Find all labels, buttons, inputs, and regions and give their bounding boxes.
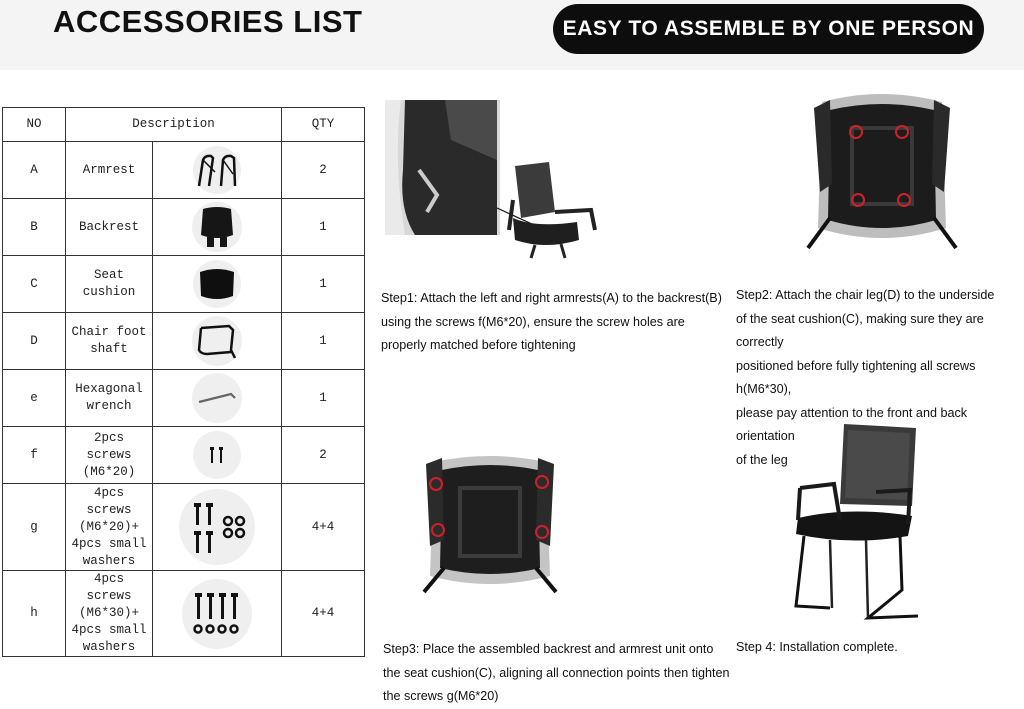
desc-line: Chair foot bbox=[71, 325, 147, 339]
step2-line: of the leg bbox=[736, 452, 788, 467]
screws-icon bbox=[193, 431, 241, 479]
table-row bbox=[3, 256, 365, 313]
table-row bbox=[3, 313, 365, 370]
step2-line: of the seat cushion(C), making sure they are correctly bbox=[736, 311, 984, 349]
desc-line: Backrest bbox=[78, 219, 139, 234]
row-qty: 1 bbox=[282, 370, 365, 427]
desc-line: 4pcs small bbox=[71, 623, 147, 637]
step2-line: please pay attention to the front and back orientation bbox=[736, 405, 968, 443]
row-no: g bbox=[3, 484, 66, 571]
table-row bbox=[3, 484, 365, 571]
row-qty: 4+4 bbox=[282, 484, 365, 571]
header-no: NO bbox=[3, 108, 66, 142]
desc-line: Armrest bbox=[82, 162, 136, 177]
desc-line: 4pcs screws bbox=[86, 572, 132, 603]
row-description bbox=[66, 199, 153, 256]
desc-line: washers bbox=[82, 640, 136, 654]
desc-line: shaft bbox=[90, 342, 128, 356]
table-row bbox=[3, 199, 365, 256]
step1-line: Step1: Attach the left and right armrests(A) to the backrest(B) bbox=[381, 291, 722, 305]
step2-photo bbox=[800, 88, 965, 253]
armrest-icon bbox=[193, 146, 241, 194]
long-screws-washers-icon bbox=[182, 579, 252, 649]
row-no: e bbox=[3, 370, 66, 427]
row-qty: 1 bbox=[282, 256, 365, 313]
row-description bbox=[66, 313, 153, 370]
step1-text bbox=[381, 287, 722, 358]
step4-line: Step 4: Installation complete. bbox=[736, 640, 898, 654]
screws-washers-icon bbox=[179, 489, 255, 565]
step3-line: the seat cushion(C), aligning all connection points then tighten bbox=[383, 665, 730, 680]
seat-cushion-icon bbox=[193, 260, 241, 308]
desc-line: screws bbox=[86, 447, 132, 462]
desc-line: 4pcs bbox=[93, 485, 124, 500]
row-qty: 1 bbox=[282, 199, 365, 256]
step2-text bbox=[736, 284, 1024, 472]
table-row bbox=[3, 571, 365, 657]
step1-line: using the screws f(M6*20), ensure the screw holes are bbox=[381, 314, 685, 329]
chair-foot-icon bbox=[192, 316, 242, 366]
table-row bbox=[3, 142, 365, 199]
row-no: B bbox=[3, 199, 66, 256]
accessories-title: ACCESSORIES LIST bbox=[53, 4, 363, 39]
table-row bbox=[3, 370, 365, 427]
row-description bbox=[66, 484, 153, 571]
step3-text bbox=[383, 638, 730, 709]
desc-line: (M6*20)+ bbox=[78, 519, 139, 534]
header-description: Description bbox=[66, 108, 282, 142]
row-qty: 2 bbox=[282, 142, 365, 199]
step2-line: positioned before fully tightening all screws h(M6*30), bbox=[736, 358, 976, 396]
step3-photo bbox=[420, 452, 560, 597]
header-qty: QTY bbox=[282, 108, 365, 142]
desc-line: (M6*20) bbox=[82, 464, 136, 479]
row-no: C bbox=[3, 256, 66, 313]
row-description bbox=[66, 427, 153, 484]
step4-text bbox=[736, 636, 898, 660]
row-qty: 4+4 bbox=[282, 571, 365, 657]
step3-line: the screws g(M6*20) bbox=[383, 689, 499, 703]
accessories-table bbox=[2, 107, 365, 657]
desc-line: screws bbox=[86, 502, 132, 517]
step1-photo bbox=[385, 100, 600, 260]
row-description bbox=[66, 571, 153, 657]
row-description bbox=[66, 370, 153, 427]
desc-line: 2pcs bbox=[93, 430, 124, 445]
desc-line: 4pcs small bbox=[71, 536, 147, 551]
table-header-row bbox=[3, 108, 365, 142]
hex-wrench-icon bbox=[192, 373, 242, 423]
row-description bbox=[66, 142, 153, 199]
desc-line: washers bbox=[82, 553, 136, 568]
row-qty: 1 bbox=[282, 313, 365, 370]
step3-line: Step3: Place the assembled backrest and armrest unit onto bbox=[383, 642, 714, 656]
row-no: h bbox=[3, 571, 66, 657]
desc-line: wrench bbox=[86, 399, 132, 413]
assembly-banner: EASY TO ASSEMBLE BY ONE PERSON bbox=[553, 4, 984, 54]
row-no: f bbox=[3, 427, 66, 484]
desc-line: (M6*30)+ bbox=[78, 606, 139, 620]
desc-line: Hexagonal bbox=[75, 382, 143, 396]
row-description bbox=[66, 256, 153, 313]
row-no: D bbox=[3, 313, 66, 370]
step2-line: Step2: Attach the chair leg(D) to the underside bbox=[736, 288, 995, 302]
row-qty: 2 bbox=[282, 427, 365, 484]
step1-line: properly matched before tightening bbox=[381, 338, 576, 352]
row-no: A bbox=[3, 142, 66, 199]
desc-line: Seat cushion bbox=[82, 268, 136, 299]
backrest-icon bbox=[192, 202, 242, 252]
table-row bbox=[3, 427, 365, 484]
